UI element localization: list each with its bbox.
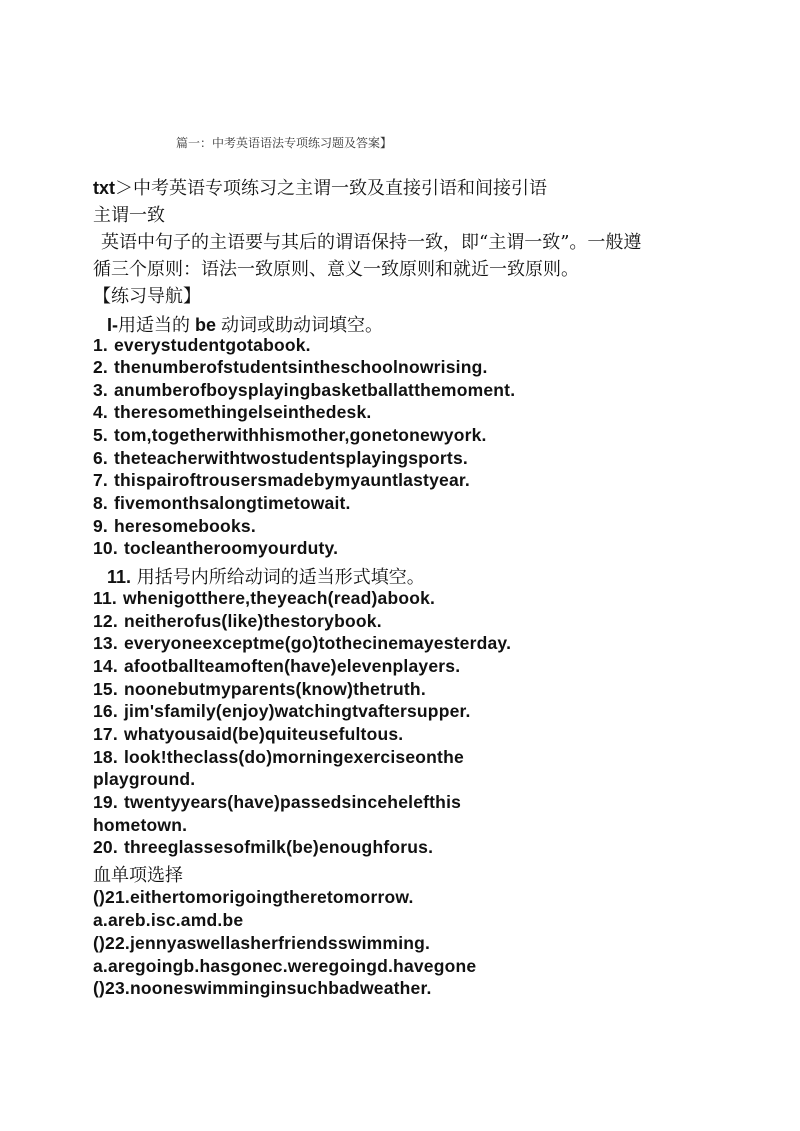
section1-prefix: I-	[107, 315, 118, 335]
list-item: 16. jim'sfamily(enjoy)watchingtvaftersupper.	[93, 701, 471, 721]
list-item: 13. everyoneexceptme(go)tothecinemayesterday.	[93, 633, 512, 653]
section1-text-b: 动词或助动词填空。	[221, 315, 384, 336]
title-text: ＞中考英语专项练习之主谓一致及直接引语和间接引语	[115, 178, 547, 199]
section3-heading: 血单项选择	[93, 865, 183, 886]
list-item: 19. twentyyears(have)passedsincehelefthis	[93, 792, 462, 812]
mc-options: a.aregoingb.hasgonec.weregoingd.havegone	[93, 956, 477, 976]
section1-text-a: 用适当的	[118, 315, 190, 336]
section1-text-be: be	[190, 315, 222, 335]
list-item: 12. neitherofus(like)thestorybook.	[93, 611, 382, 631]
list-item: 9. heresomebooks.	[93, 516, 256, 536]
list-item: 14. afootballteamoften(have)elevenplayers.	[93, 656, 461, 676]
section2-instruction	[107, 563, 425, 589]
list-item-continuation: playground.	[93, 769, 196, 789]
section2-text: 用括号内所给动词的适当形式填空。	[136, 567, 425, 588]
list-item: 6. theteacherwithtwostudentsplayingsports.	[93, 448, 468, 468]
section1-instruction	[107, 311, 383, 337]
mc-question: ()21.eithertomorigoingtheretomorrow.	[93, 887, 414, 907]
document-title	[93, 174, 547, 200]
intro-line-2: 循三个原则：语法一致原则、意义一致原则和就近一致原则。	[93, 259, 579, 280]
list-item: 3. anumberofboysplayingbasketballatthemoment.	[93, 380, 516, 400]
mc-question: ()22.jennyaswellasherfriendsswimming.	[93, 933, 431, 953]
list-item: 11. whenigotthere,theyeach(read)abook.	[93, 588, 436, 608]
list-item: 20. threeglassesofmilk(be)enoughforus.	[93, 837, 434, 857]
list-item-continuation: hometown.	[93, 815, 188, 835]
list-item: 5. tom,togetherwithhismother,gonetonewyork.	[93, 425, 487, 445]
mc-question: ()23.nooneswimminginsuchbadweather.	[93, 978, 432, 998]
section2-num: 11.	[107, 567, 132, 587]
list-item: 15. noonebutmyparents(know)thetruth.	[93, 679, 426, 699]
subheading: 主谓一致	[93, 205, 165, 226]
list-item: 10. tocleantheroomyourduty.	[93, 538, 339, 558]
mc-options: a.areb.isc.amd.be	[93, 910, 244, 930]
title-prefix: txt	[93, 178, 115, 198]
list-item: 7. thispairoftrousersmadebymyauntlastyear.	[93, 470, 470, 490]
document-header: 篇一：中考英语语法专项练习题及答案】	[176, 136, 393, 150]
intro-line-1: 英语中句子的主语要与其后的谓语保持一致，即“主谓一致”。一般遵	[101, 232, 642, 253]
list-item: 8. fivemonthsalongtimetowait.	[93, 493, 351, 513]
list-item: 2. thenumberofstudentsintheschoolnowrising.	[93, 357, 488, 377]
list-item: 1. everystudentgotabook.	[93, 335, 311, 355]
list-item: 17. whatyousaid(be)quiteusefultous.	[93, 724, 404, 744]
list-item: 18. look!theclass(do)morningexerciseonthe	[93, 747, 464, 767]
practice-title: 【练习导航】	[93, 286, 201, 307]
list-item: 4. theresomethingelseinthedesk.	[93, 402, 372, 422]
